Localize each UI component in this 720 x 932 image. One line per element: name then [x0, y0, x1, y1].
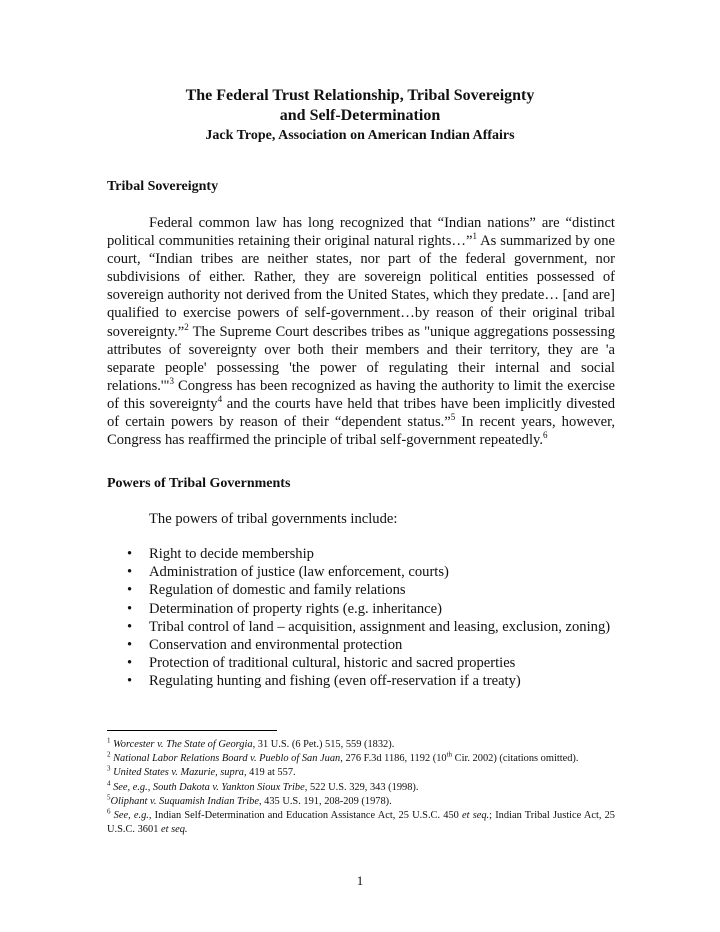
- signal: et seq.: [462, 810, 490, 822]
- citation: 419 at 557.: [246, 767, 296, 779]
- list-item: [107, 563, 615, 581]
- case-name: United States v. Mazurie, supra,: [113, 767, 247, 779]
- author-line: Jack Trope, Association on American Indian Affairs: [205, 128, 515, 143]
- section-heading-powers: Powers of Tribal Governments: [107, 476, 291, 491]
- bullet-icon: •: [127, 618, 133, 635]
- footnote-number: 4: [107, 779, 111, 788]
- list-item: [107, 581, 615, 599]
- footnote-ref[interactable]: 6: [543, 430, 548, 441]
- footnote-6: [107, 809, 615, 837]
- footnote-4: [107, 781, 615, 795]
- bullet-icon: •: [127, 582, 133, 599]
- powers-list: [107, 545, 615, 691]
- paragraph-tribal-sovereignty: [107, 214, 615, 449]
- footnote-ref[interactable]: 1: [472, 231, 477, 242]
- footnote-ref[interactable]: 2: [184, 321, 189, 332]
- footnote-number: 5: [107, 793, 111, 802]
- title-block: [0, 86, 720, 146]
- list-item: [107, 618, 615, 636]
- footnote-1: [107, 738, 615, 752]
- bullet-icon: •: [127, 564, 133, 581]
- powers-intro: The powers of tribal governments include:: [149, 511, 398, 527]
- ordinal-suffix: th: [446, 750, 453, 759]
- citation: Cir. 2002) (citations omitted).: [452, 753, 579, 765]
- list-item: [107, 600, 615, 618]
- signal: et seq.: [160, 824, 188, 836]
- citation: Indian Self-Determination and Education Assistance Act, 25 U.S.C. 450: [151, 810, 463, 822]
- citation: ; Indian Tribal Justice Act, 25 U.S.C. 3601: [107, 810, 616, 836]
- list-item-text: Regulating hunting and fishing (even off-reservation if a treaty): [149, 673, 521, 690]
- footnote-number: 2: [107, 750, 111, 759]
- footnotes: [107, 738, 615, 837]
- paragraph-text: The Supreme Court describes tribes as "unique aggregations possessing attributes of sovereignty over both their members and their territory, they are 'a separate people' possessing 'the power of regulating their internal and social relations.'": [107, 323, 615, 394]
- case-name: National Labor Relations Board v. Pueblo of San Juan: [113, 753, 341, 765]
- list-item-text: Regulation of domestic and family relations: [149, 582, 406, 599]
- footnote-number: 6: [107, 807, 111, 816]
- footnote-ref[interactable]: 3: [169, 375, 174, 386]
- footnote-2: [107, 752, 615, 766]
- list-item: [107, 672, 615, 690]
- paragraph-text: As summarized by one court, “Indian tribes are neither states, nor part of the federal government, nor subdivisions of either. Rather, they are sovereign political entities possessed of sovereign authority not derived from the United States, which they predate… [and are] qualified to exercise powers of self-government…by reason of their original tribal sovereignty.”: [107, 233, 615, 340]
- bullet-icon: •: [127, 637, 133, 654]
- list-item-text: Protection of traditional cultural, historic and sacred properties: [149, 655, 516, 672]
- list-item-text: Tribal control of land – acquisition, assignment and leasing, exclusion, zoning): [149, 618, 611, 635]
- list-item-text: Right to decide membership: [149, 546, 314, 562]
- bullet-icon: •: [127, 546, 133, 562]
- list-item-text: Determination of property rights (e.g. inheritance): [149, 600, 442, 617]
- signal: See, e.g.,: [110, 810, 152, 822]
- list-item-text: Administration of justice (law enforcement, courts): [149, 564, 449, 581]
- footnote-ref[interactable]: 5: [450, 412, 456, 423]
- bullet-icon: •: [127, 655, 133, 672]
- document-title-line-1: The Federal Trust Relationship, Tribal Sovereignty: [185, 87, 535, 104]
- document-title-line-2: and Self-Determination: [279, 107, 441, 124]
- list-item: [107, 545, 615, 563]
- paragraph-text: Federal common law has long recognized that “Indian nations” are “distinct political communities retaining their original natural rights…”: [107, 215, 615, 250]
- case-name: Worcester v. The State of Georgia: [113, 739, 253, 750]
- paragraph-text: and the courts have held that tribes have been implicitly divested of certain powers by reason of their “dependent status.”: [107, 395, 615, 431]
- bullet-icon: •: [127, 673, 133, 690]
- footnote-3: [107, 766, 615, 780]
- footnote-separator: [107, 730, 277, 731]
- footnote-ref[interactable]: 4: [217, 394, 223, 405]
- list-item-text: Conservation and environmental protection: [149, 637, 403, 654]
- case-name: Oliphant v. Suquamish Indian Tribe: [110, 795, 259, 807]
- list-item: [107, 636, 615, 654]
- bullet-icon: •: [127, 600, 133, 617]
- citation: , 522 U.S. 329, 343 (1998).: [304, 781, 419, 793]
- footnote-number: 1: [107, 736, 111, 745]
- paragraph-text: Congress has been recognized as having the authority to limit the exercise of this sovereignty: [107, 377, 615, 412]
- paragraph-text: In recent years, however, Congress has reaffirmed the principle of tribal self-government repeatedly.: [107, 414, 615, 449]
- section-heading-tribal-sovereignty: Tribal Sovereignty: [107, 179, 219, 194]
- page-number: 1: [356, 873, 364, 888]
- footnote-5: [107, 795, 615, 809]
- citation: , 31 U.S. (6 Pet.) 515, 559 (1832).: [252, 739, 395, 750]
- list-item: [107, 654, 615, 672]
- footnote-number: 3: [107, 764, 111, 773]
- citation: , 435 U.S. 191, 208-209 (1978).: [258, 795, 392, 807]
- case-name: See, e.g., South Dakota v. Yankton Sioux Tribe: [113, 781, 305, 793]
- citation: , 276 F.3d 1186, 1192 (10: [340, 753, 447, 765]
